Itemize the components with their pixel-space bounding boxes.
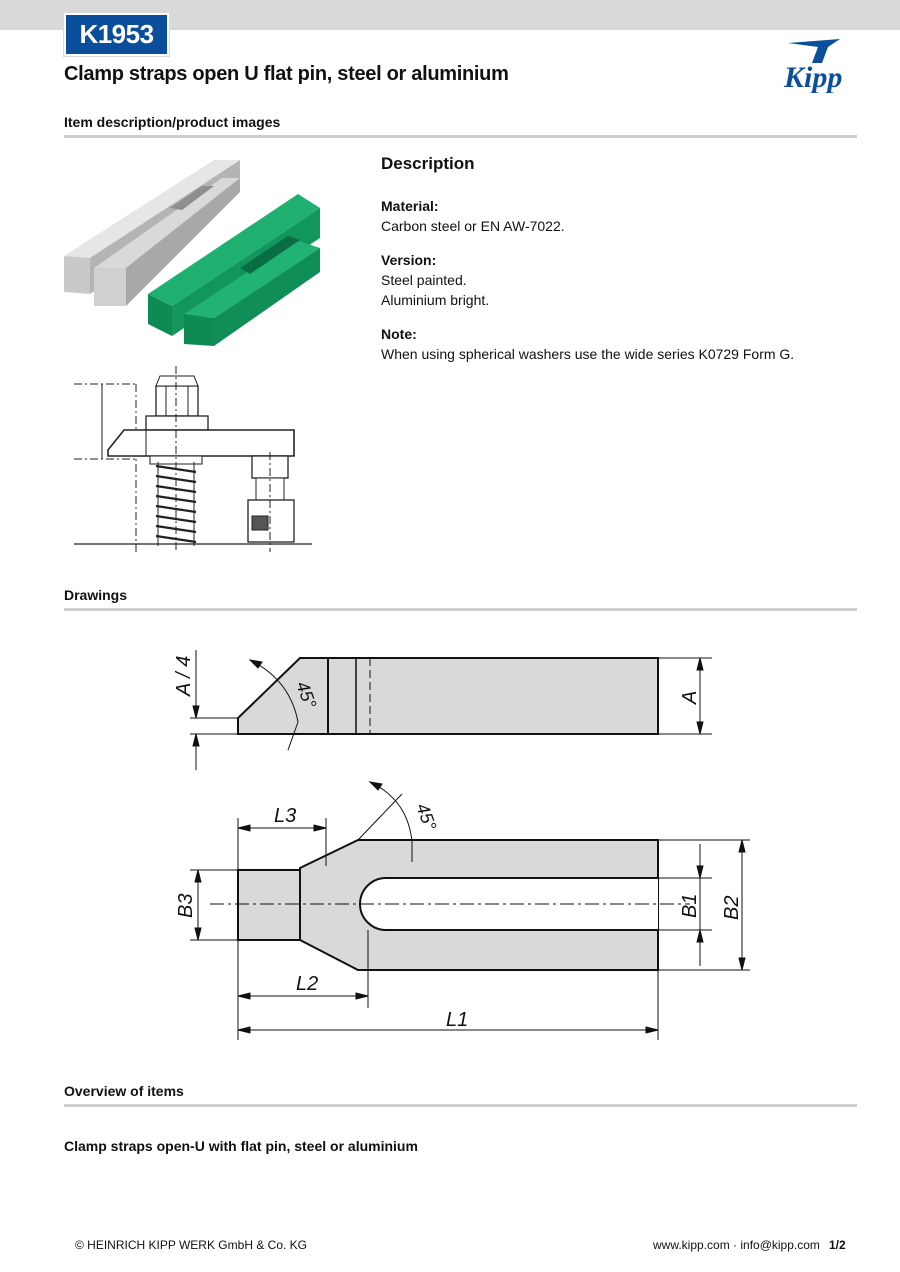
description-heading: Description	[381, 154, 475, 173]
version-label: Version:	[381, 252, 437, 268]
label-l1: L1	[446, 1009, 469, 1031]
page-number: 1/2	[829, 1238, 846, 1252]
section-overview: Overview of items	[64, 1083, 184, 1099]
section-rule	[64, 1104, 857, 1107]
material-value: Carbon steel or EN AW-7022.	[381, 218, 565, 234]
label-b2: B2	[721, 895, 743, 920]
description-panel	[381, 152, 851, 378]
section-drawings: Drawings	[64, 587, 128, 603]
note-value: When using spherical washers use the wide series K0729 Form G.	[381, 346, 795, 362]
label-angle-bottom: 45°	[412, 800, 441, 833]
logo-text: Kipp	[784, 61, 843, 93]
kipp-logo	[782, 37, 860, 93]
label-b1: B1	[679, 893, 701, 918]
overview-subheading: Clamp straps open-U with flat pin, steel or aluminium	[64, 1138, 418, 1154]
label-l2: L2	[296, 973, 319, 995]
assembly-drawing	[64, 362, 324, 554]
section-rule	[64, 608, 857, 611]
label-angle-top: 45°	[292, 678, 321, 711]
version-line-1: Steel painted.	[381, 272, 467, 288]
page-title: Clamp straps open U flat pin, steel or aluminium	[64, 63, 509, 85]
label-l3: L3	[274, 805, 297, 827]
section-item-description: Item description/product images	[64, 114, 281, 130]
label-a4: A / 4	[173, 655, 195, 696]
section-rule	[64, 135, 857, 138]
note-label: Note:	[381, 326, 417, 342]
product-image	[64, 148, 340, 353]
label-b3: B3	[175, 893, 197, 918]
material-label: Material:	[381, 198, 439, 214]
technical-drawing	[150, 630, 770, 1050]
product-code-badge: K1953	[64, 13, 169, 56]
version-line-2: Aluminium bright.	[381, 292, 490, 308]
label-a: A	[679, 690, 701, 704]
footer-contact[interactable]: www.kipp.com · info@kipp.com	[653, 1238, 820, 1252]
footer-copyright: © HEINRICH KIPP WERK GmbH & Co. KG	[75, 1238, 307, 1252]
